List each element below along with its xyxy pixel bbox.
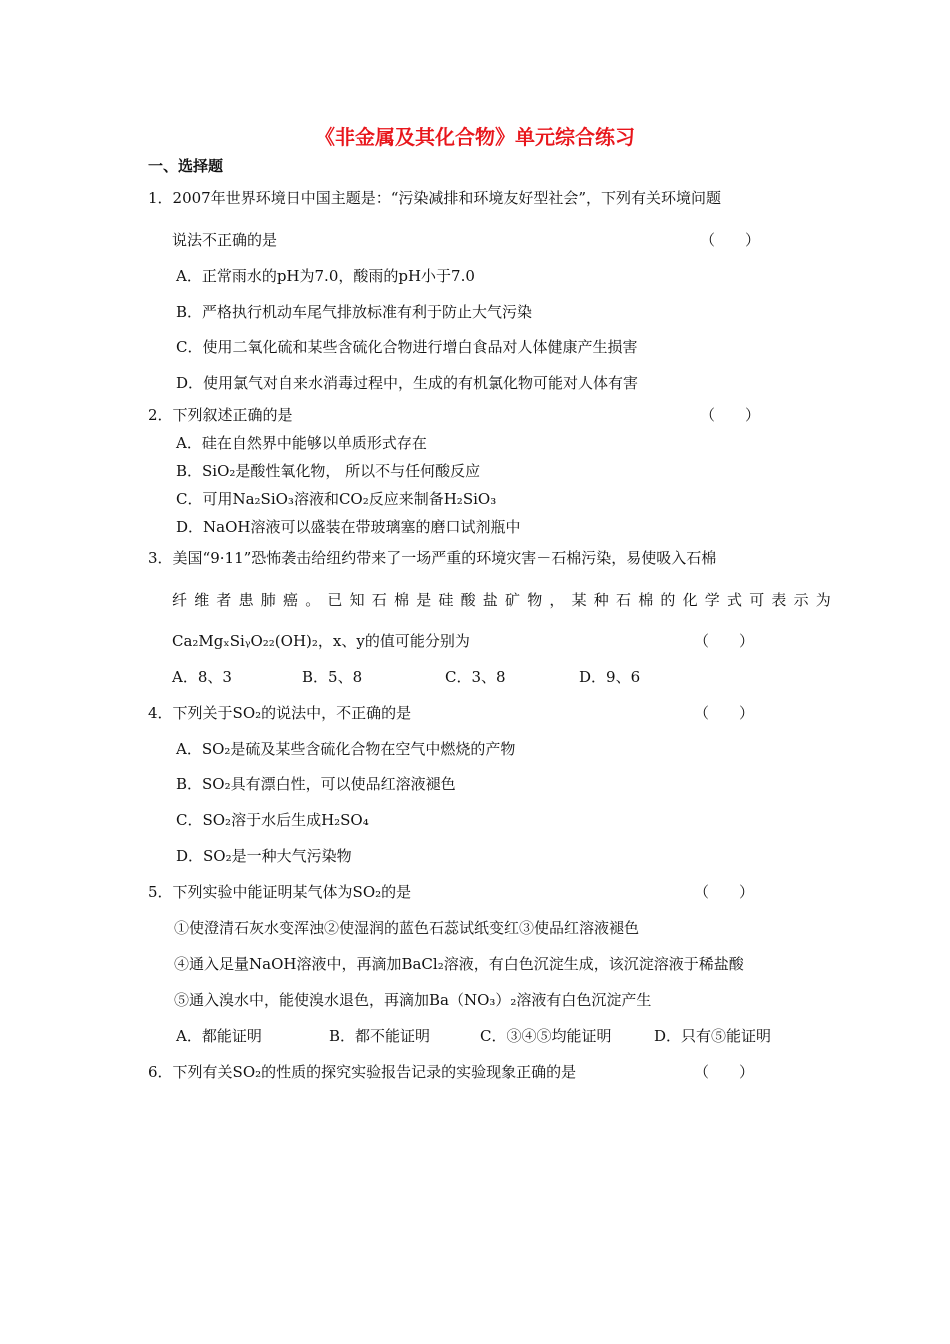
q5-answer-blank: （ ）	[694, 883, 755, 901]
q3-stem-line3: Ca₂MgₓSiᵧO₂₂(OH)₂，x、y的值可能分别为	[172, 632, 470, 650]
q4-stem: 4．下列关于SO₂的说法中，不正确的是	[148, 704, 412, 722]
q2-option-a: A．硅在自然界中能够以单质形式存在	[176, 434, 427, 452]
q3-option-c: C．3、8	[445, 668, 506, 686]
page-title: 《非金属及其化合物》单元综合练习	[315, 125, 635, 149]
q2-stem: 2．下列叙述正确的是	[148, 406, 293, 424]
q4-option-a: A．SO₂是硫及某些含硫化合物在空气中燃烧的产物	[176, 740, 516, 758]
q3-option-b: B．5、8	[302, 668, 363, 686]
q1-stem-line2: 说法不正确的是	[172, 231, 278, 249]
q3-stem-line1: 3．美国“9·11”恐怖袭击给纽约带来了一场严重的环境灾害－石棉污染，易使吸入石棉	[148, 549, 717, 567]
q3-option-d: D．9、6	[579, 668, 641, 686]
q2-option-d: D．NaOH溶液可以盛装在带玻璃塞的磨口试剂瓶中	[176, 518, 521, 536]
q1-answer-blank: （ ）	[700, 231, 761, 249]
q1-option-d: D．使用氯气对自来水消毒过程中，生成的有机氯化物可能对人体有害	[176, 374, 639, 392]
q1-option-c: C．使用二氧化硫和某些含硫化合物进行增白食品对人体健康产生损害	[176, 338, 638, 356]
q5-statement-3: ⑤通入溴水中，能使溴水退色，再滴加Ba（NO₃）₂溶液有白色沉淀产生	[174, 991, 652, 1009]
q4-option-c: C．SO₂溶于水后生成H₂SO₄	[176, 811, 369, 829]
q5-option-a: A．都能证明	[176, 1027, 262, 1045]
q3-stem-line2: 纤维者患肺癌。已知石棉是硅酸盐矿物，某种石棉的化学式可表示为	[172, 591, 839, 609]
q1-stem-line1: 1．2007年世界环境日中国主题是：“污染减排和环境友好型社会”，下列有关环境问题	[148, 189, 722, 207]
section-heading: 一、选择题	[148, 157, 224, 175]
q1-option-b: B．严格执行机动车尾气排放标准有利于防止大气污染	[176, 303, 533, 321]
q6-stem: 6．下列有关SO₂的性质的探究实验报告记录的实验现象正确的是	[148, 1063, 577, 1081]
q2-option-c: C．可用Na₂SiO₃溶液和CO₂反应来制备H₂SiO₃	[176, 490, 497, 508]
q5-stem: 5．下列实验中能证明某气体为SO₂的是	[148, 883, 412, 901]
q4-option-b: B．SO₂具有漂白性，可以使品红溶液褪色	[176, 775, 456, 793]
q5-option-c: C．③④⑤均能证明	[480, 1027, 612, 1045]
q3-answer-blank: （ ）	[694, 632, 755, 650]
q5-option-b: B．都不能证明	[329, 1027, 431, 1045]
q3-option-a: A．8、3	[172, 668, 232, 686]
q4-answer-blank: （ ）	[694, 704, 755, 722]
q2-option-b: B．SiO₂是酸性氧化物， 所以不与任何酸反应	[176, 462, 481, 480]
q1-option-a: A．正常雨水的pH为7.0，酸雨的pH小于7.0	[176, 267, 475, 285]
q5-option-d: D．只有⑤能证明	[654, 1027, 772, 1045]
q2-answer-blank: （ ）	[700, 406, 761, 424]
q4-option-d: D．SO₂是一种大气污染物	[176, 847, 352, 865]
q6-answer-blank: （ ）	[694, 1063, 755, 1081]
q5-statement-2: ④通入足量NaOH溶液中，再滴加BaCl₂溶液，有白色沉淀生成，该沉淀溶液于稀盐酸	[174, 955, 744, 973]
q5-statement-1: ①使澄清石灰水变浑浊②使湿润的蓝色石蕊试纸变红③使品红溶液褪色	[174, 919, 640, 937]
